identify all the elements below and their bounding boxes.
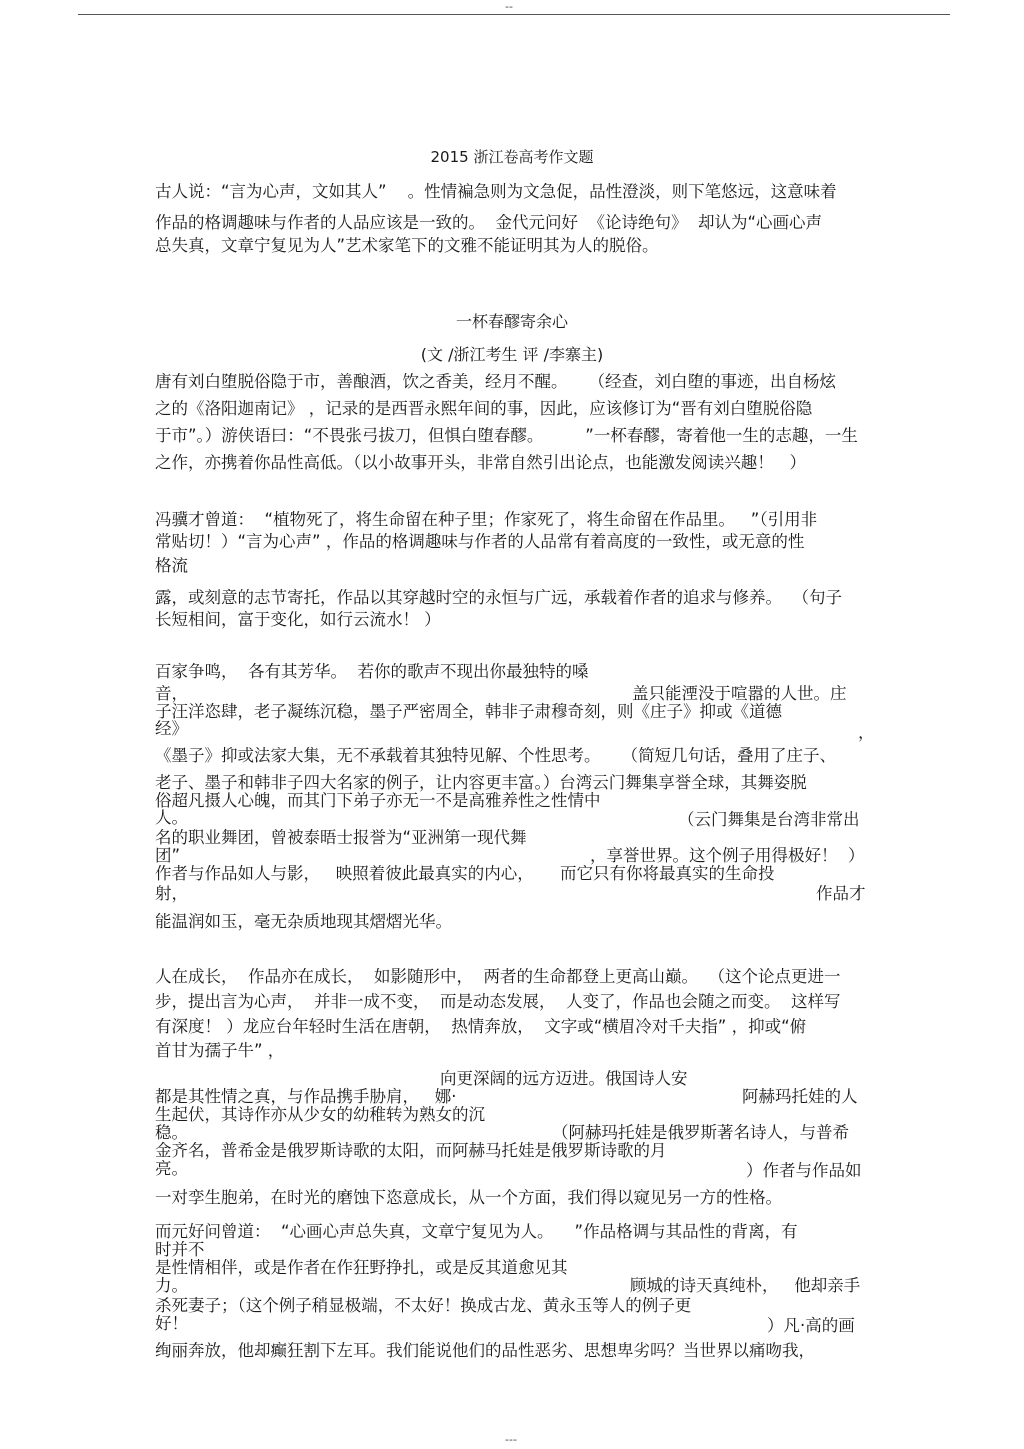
text-line: 《墨子》抑或法家大集，无不承载着其独特见解、个性思考。 （简短几句话，叠用了庄子、 — [155, 746, 836, 765]
text-line: 绚丽奔放，他却癫狂割下左耳。我们能说他们的品性恶劣、思想卑劣吗？当世界以痛吻我， — [155, 1341, 815, 1360]
text-line: 力。 — [155, 1276, 188, 1295]
text-line: 冯骥才曾道： “植物死了，将生命留在种子里；作家死了，将生命留在作品里。 ”（引用非 — [155, 510, 818, 529]
text-line: 团” — [155, 846, 181, 865]
text-line: 音， — [155, 684, 188, 703]
text-line: 好！ — [155, 1314, 188, 1333]
text-line: 首甘为孺子牛” ， — [155, 1041, 285, 1060]
text-line: 之作，亦携着你品性高低。（以小故事开头，非常自然引出论点，也能激发阅读兴趣！ ） — [155, 453, 806, 472]
byline: (文 /浙江考生 评 /李寨主) — [420, 345, 604, 364]
text-line: 而元好问曾道： “心画心声总失真，文章宁复见为人。 ”作品格调与其品性的背离，有 — [155, 1222, 798, 1241]
text-line: 长短相间，富于变化，如行云流水！ ） — [155, 610, 441, 629]
header-rule — [78, 14, 950, 15]
text-line: 杀死妻子；（这个例子稍显极端，不太好！换成古龙、黄永玉等人的例子更 — [155, 1296, 692, 1315]
text-line: 作品才 — [816, 884, 866, 903]
text-line: 都是其性情之真，与作品携手胁肩， 娜· — [155, 1087, 457, 1106]
text-line: ）凡·高的画 — [767, 1316, 855, 1335]
text-line: 格流 — [155, 556, 188, 575]
text-line: 顾城的诗天真纯朴， 他却亲手 — [630, 1276, 861, 1295]
text-line: ， — [858, 723, 875, 742]
text-line: 向更深阔的远方迈进。俄国诗人安 — [440, 1069, 688, 1088]
text-line: 常贴切！）“言为心声” ，作品的格调趣味与作者的人品常有着高度的一致性，或无意的性 — [155, 532, 805, 551]
text-line: 老子、墨子和韩非子四大名家的例子，让内容更丰富。）台湾云门舞集享誉全球，其舞姿脱 — [155, 773, 807, 792]
document-title: 2015 浙江卷高考作文题 — [430, 148, 594, 166]
text-line: 俗超凡摄人心魄，而其门下弟子亦无一不是高雅养性之性情中 — [155, 791, 601, 810]
text-line: 作者与作品如人与影， 映照着彼此最真实的内心， 而它只有你将最真实的生命投 — [155, 864, 775, 883]
text-line: 唐有刘白堕脱俗隐于市，善酿酒，饮之香美，经月不醒。 （经查，刘白堕的事迹，出自杨炫 — [155, 372, 836, 391]
text-line: 总失真，文章宁复见为人”艺术家笔下的文雅不能证明其为人的脱俗。 — [155, 236, 659, 255]
text-line: 之的《洛阳迦南记》 ，记录的是西晋永熙年间的事，因此，应该修订为“晋有刘白堕脱俗隐 — [155, 399, 813, 418]
text-line: 子汪洋恣肆，老子凝练沉稳，墨子严密周全，韩非子肃穆奇刻，则《庄子》抑或《道德 — [155, 702, 782, 721]
text-line: 一对孪生胞弟，在时光的磨蚀下恣意成长，从一个方面，我们得以窥见另一方的性格。 — [155, 1188, 782, 1207]
text-line: 作品的格调趣味与作者的人品应该是一致的。 金代元问好 《论诗绝句》 却认为“心画心声 — [155, 213, 823, 232]
essay-title: 一杯春醪寄余心 — [455, 312, 568, 331]
text-line: 有深度！ ）龙应台年轻时生活在唐朝， 热情奔放， 文字或“横眉冷对千夫指” ，抑或“俯 — [155, 1017, 807, 1036]
text-line: 人。 — [155, 808, 188, 827]
text-line: 是性情相伴，或是作者在作狂野挣扎，或是反其道愈见其 — [155, 1258, 568, 1277]
text-line: 亮。 — [155, 1159, 188, 1178]
text-line: 金齐名，普希金是俄罗斯诗歌的太阳，而阿赫马托娃是俄罗斯诗歌的月 — [155, 1141, 667, 1160]
text-line: 经》 — [155, 719, 188, 738]
text-line: 能温润如玉，毫无杂质地现其熠熠光华。 — [155, 912, 452, 931]
text-line: 露，或刻意的志节寄托，作品以其穿越时空的永恒与广远，承载着作者的追求与修养。 （句子 — [155, 588, 842, 607]
text-line: 人在成长， 作品亦在成长， 如影随形中， 两者的生命都登上更高山巅。 （这个论点更进一 — [155, 967, 841, 986]
text-line: ，享誉世界。这个例子用得极好！ ） — [590, 846, 865, 865]
text-line: 古人说：“言为心声，文如其人” 。性情褊急则为文急促，品性澄淡，则下笔悠远，这意味着 — [155, 182, 837, 201]
text-line: 生起伏，其诗作亦从少女的幼稚转为熟女的沉 — [155, 1105, 485, 1124]
text-line: 射， — [155, 884, 188, 903]
text-line: 稳。 — [155, 1123, 188, 1142]
text-line: 步，提出言为心声， 并非一成不变， 而是动态发展， 人变了，作品也会随之而变。 这样写 — [155, 992, 841, 1011]
text-line: （云门舞集是台湾非常出 — [678, 810, 860, 829]
text-line: 时并不 — [155, 1240, 205, 1259]
header-mark: -- — [505, 0, 513, 13]
footer-mark: --- — [505, 1433, 517, 1446]
text-line: 阿赫玛托娃的人 — [742, 1087, 858, 1106]
text-line: 百家争鸣， 各有其芳华。 若你的歌声不现出你最独特的嗓 — [155, 662, 589, 681]
text-line: 于市”。）游侠语曰：“不畏张弓拔刀，但惧白堕春醪。 ”一杯春醪，寄着他一生的志趣，一生 — [155, 426, 858, 445]
text-line: （阿赫玛托娃是俄罗斯著名诗人，与普希 — [552, 1123, 849, 1142]
text-line: ）作者与作品如 — [746, 1161, 862, 1180]
text-line: 盖只能湮没于喧嚣的人世。庄 — [632, 684, 847, 703]
text-line: 名的职业舞团，曾被泰晤士报誉为“亚洲第一现代舞 — [155, 828, 527, 847]
